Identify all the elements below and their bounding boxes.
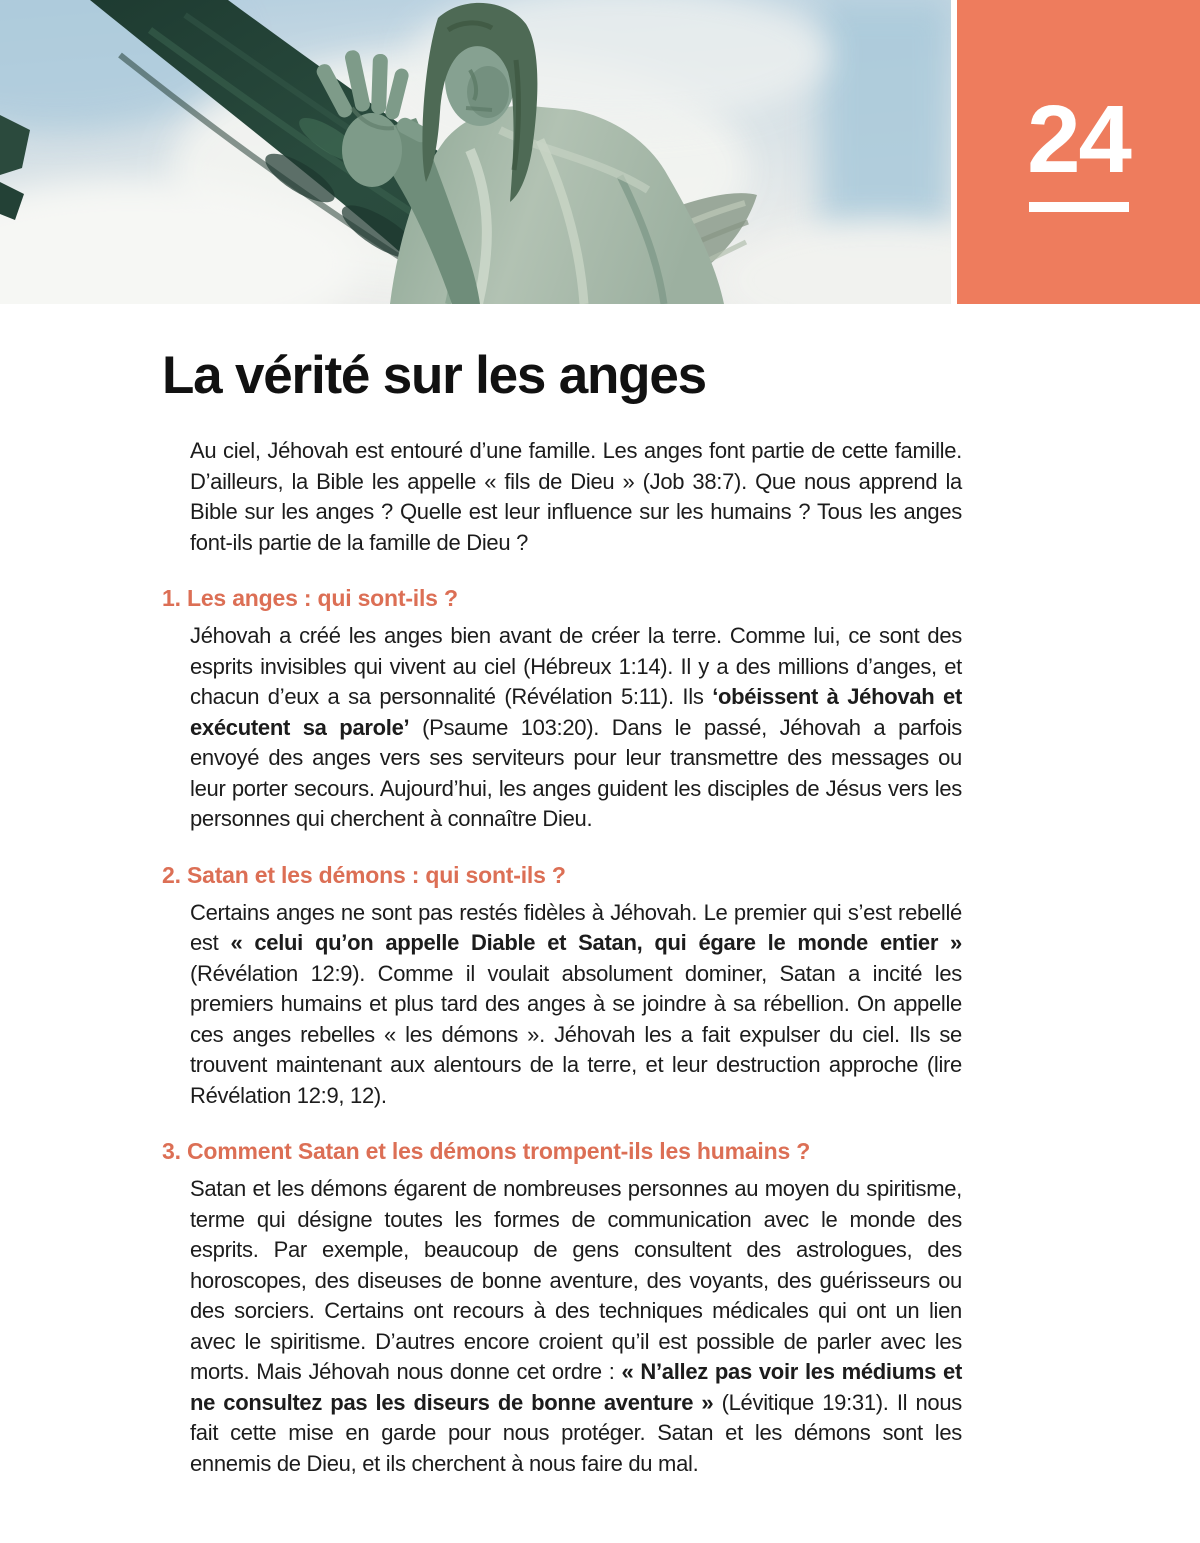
section-paragraph: Jéhovah a créé les anges bien avant de créer la terre. Comme lui, ce sont des esprits invisibles qui vivent au ciel (Hébreux 1:14). Il y a des millions d’anges, et chacun d’eux a sa personnalité (Révélation 5:11). Ils ‘obéissent à Jéhovah et exécutent sa parole’ (Psaume 103:20). Dans le passé, Jéhovah a parfois envoyé des anges vers ses serviteurs pour leur transmettre des messages ou leur porter secours. Aujourd’hui, les anges guident les disciples de Jésus vers les personnes qui cherchent à connaître Dieu. [190, 623, 963, 831]
section-paragraph: Satan et les démons égarent de nombreuses personnes au moyen du spiritisme, terme qui désigne toutes les formes de communication avec le monde des esprits. Par exemple, beaucoup de gens consultent des astrologues, des horoscopes, des diseuses de bonne aventure, des voyants, des guérisseurs ou des sorciers. Certains ont recours à des techniques médicales qui ont un lien avec le spiritisme. D’autres encore croient qu’il est possible de parler avec les morts. Mais Jéhovah nous donne cet ordre : « N’allez pas voir les médiums et ne consultez pas les diseurs de bonne aventure » (Lévitique 19:31). Il nous fait cette mise en garde pour nous protéger. Satan et les démons sont les ennemis de Dieu, et ils cherchent à nous faire du mal. [190, 1176, 962, 1476]
sections-container [0, 584, 1200, 1479]
angel-statue-illustration [0, 0, 951, 304]
page-title: La vérité sur les anges [162, 346, 706, 405]
lesson-number: 24 [1027, 86, 1130, 193]
lesson-number-underline [1029, 202, 1129, 212]
intro-paragraph: Au ciel, Jéhovah est entouré d’une famille. Les anges font partie de cette famille. D’ailleurs, la Bible les appelle « fils de Dieu » (Job 38:7). Que nous apprend la Bible sur les anges ? Quelle est leur influence sur les humains ? Tous les anges font-ils partie de la famille de Dieu ? [190, 438, 962, 555]
section-heading: 3. Comment Satan et les démons trompent-ils les humains ? [162, 1138, 811, 1164]
section-paragraph: Certains anges ne sont pas restés fidèles à Jéhovah. Le premier qui s’est rebellé est « celui qu’on appelle Diable et Satan, qui égare le monde entier » (Révélation 12:9). Comme il voulait absolument dominer, Satan a incité les premiers humains et plus tard des anges à se joindre à sa rébellion. On appelle ces anges rebelles « les démons ». Jéhovah les a fait expulser du ciel. Ils se trouvent maintenant aux alentours de la terre, et leur destruction approche (lire Révélation 12:9, 12). [190, 899, 962, 1108]
section-heading: 1. Les anges : qui sont-ils ? [162, 585, 458, 611]
hero [0, 0, 1200, 304]
lesson-number-badge [957, 0, 1200, 304]
angel-statue-photo [0, 0, 951, 304]
section-heading: 2. Satan et les démons : qui sont-ils ? [162, 861, 566, 888]
